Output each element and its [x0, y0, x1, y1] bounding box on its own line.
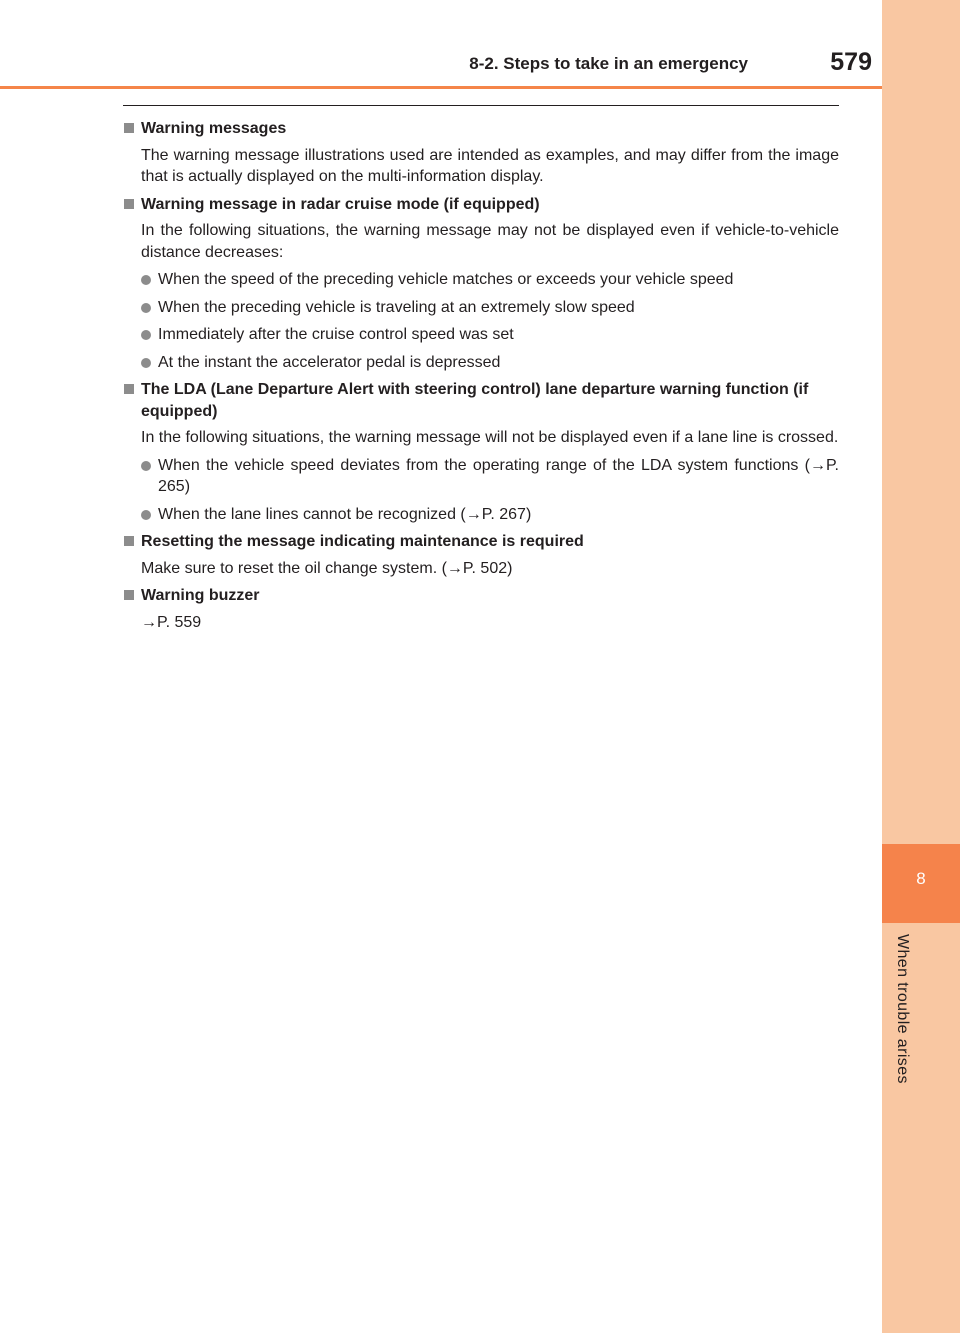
square-bullet-icon — [124, 384, 134, 394]
circle-bullet-icon — [141, 358, 151, 368]
bullet-text: When the lane lines cannot be recognized (→P. 267) — [158, 505, 532, 523]
page-content — [123, 118, 839, 633]
circle-bullet-icon — [141, 510, 151, 520]
section-heading-text: Warning message in radar cruise mode (if equipped) — [141, 195, 540, 213]
bullet-item — [123, 297, 839, 319]
bullet-text: When the preceding vehicle is traveling at an extremely slow speed — [158, 298, 635, 316]
bullet-item — [123, 455, 839, 498]
circle-bullet-icon — [141, 461, 151, 471]
section-body: In the following situations, the warning message will not be displayed even if a lane line is crossed. — [141, 429, 839, 446]
section-body: The warning message illustrations used are intended as examples, and may differ from the image that is actually displayed on the multi-information display. — [141, 146, 839, 185]
side-tab — [882, 0, 960, 1333]
section-heading — [123, 531, 839, 553]
bullet-item — [123, 324, 839, 346]
bullet-text: When the speed of the preceding vehicle matches or exceeds your vehicle speed — [158, 271, 734, 288]
section-heading-text: Warning messages — [141, 120, 287, 137]
section-body: →P. 559 — [141, 613, 202, 631]
section-heading — [123, 585, 839, 607]
section-heading-text: Warning buzzer — [141, 587, 260, 604]
circle-bullet-icon — [141, 303, 151, 313]
section-heading-text: Resetting the message indicating maintenance is required — [141, 533, 584, 550]
chapter-title: When trouble arises — [894, 934, 911, 1084]
section-body: In the following situations, the warning message may not be displayed even if vehicle-to-vehicle distance decreases: — [141, 222, 839, 261]
chapter-number-tab[interactable]: 8 — [882, 844, 960, 923]
bullet-text: At the instant the accelerator pedal is depressed — [158, 353, 501, 371]
square-bullet-icon — [124, 199, 134, 209]
square-bullet-icon — [124, 590, 134, 600]
content-divider — [123, 105, 839, 106]
square-bullet-icon — [124, 536, 134, 546]
bullet-item — [123, 504, 839, 526]
bullet-text: Immediately after the cruise control speed was set — [158, 326, 514, 343]
circle-bullet-icon — [141, 330, 151, 340]
section-heading — [123, 379, 839, 422]
section-heading-text: The LDA (Lane Departure Alert with steering control) lane departure warning function (if equipped) — [141, 381, 809, 420]
bullet-text: When the vehicle speed deviates from the operating range of the LDA system functions (→P. 265) — [158, 456, 839, 495]
square-bullet-icon — [124, 123, 134, 133]
page-number: 579 — [830, 48, 872, 76]
section-heading — [123, 194, 839, 216]
section-body: Make sure to reset the oil change system. (→P. 502) — [141, 559, 513, 577]
bullet-item — [123, 352, 839, 374]
section-title: 8-2. Steps to take in an emergency — [469, 54, 748, 73]
header-divider — [0, 86, 882, 89]
circle-bullet-icon — [141, 275, 151, 285]
bullet-item — [123, 269, 839, 291]
section-heading — [123, 118, 839, 140]
